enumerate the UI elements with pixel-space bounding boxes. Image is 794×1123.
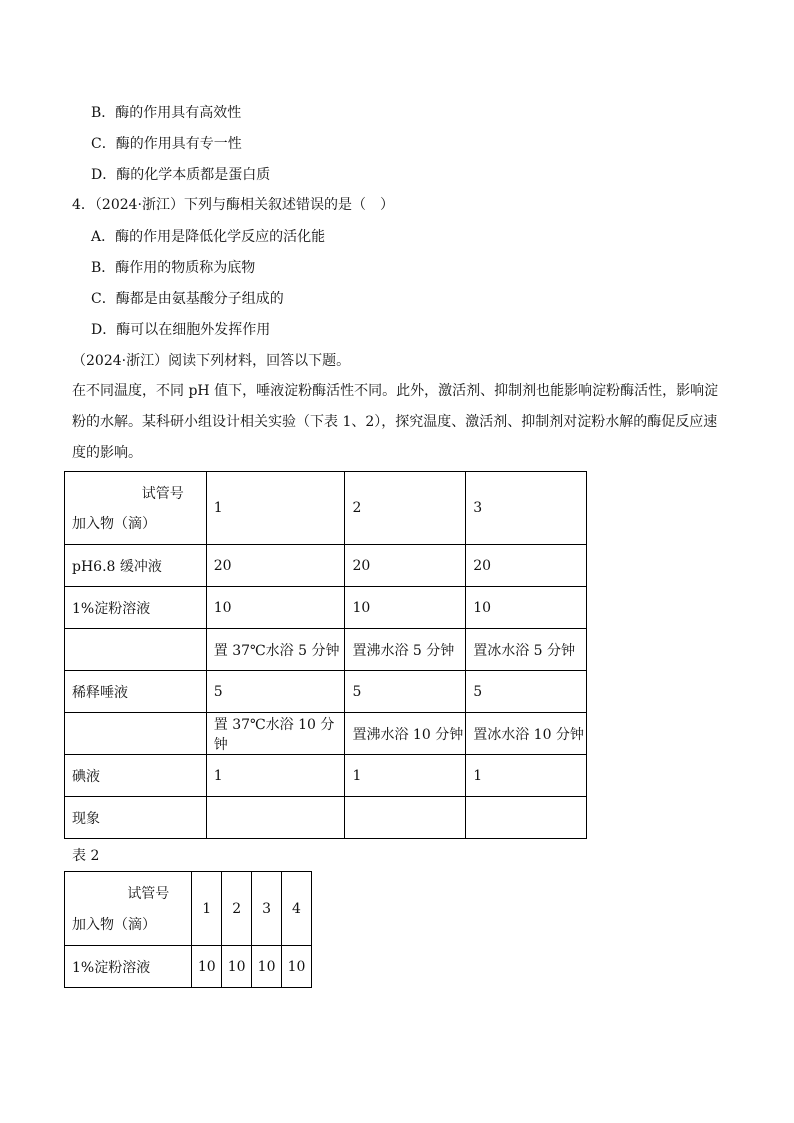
table-row xyxy=(65,545,587,587)
table-cell: 20 xyxy=(466,545,587,587)
table-1-corner-cell xyxy=(65,472,207,545)
table-2-corner-cell xyxy=(65,872,192,946)
table-2-header-tube: 试管号 xyxy=(127,886,170,902)
table-1-header-tube: 试管号 xyxy=(141,486,184,502)
row-label: 现象 xyxy=(65,797,207,839)
table-cell: 5 xyxy=(466,671,587,713)
table-cell: 10 xyxy=(252,946,282,988)
q3-option-c: C．酶的作用具有专一性 xyxy=(91,136,242,152)
q4-option-b: B．酶作用的物质称为底物 xyxy=(91,260,256,276)
table-cell: 10 xyxy=(222,946,252,988)
table-2-col-header: 4 xyxy=(282,872,312,946)
row-label xyxy=(65,713,207,755)
table-2-header-added: 加入物（滴） xyxy=(72,917,156,933)
table-cell: 置冰水浴 5 分钟 xyxy=(466,629,587,671)
table-row xyxy=(65,755,587,797)
q4-option-c: C．酶都是由氨基酸分子组成的 xyxy=(91,291,284,307)
q4-option-d: D．酶可以在细胞外发挥作用 xyxy=(91,322,271,338)
table-cell: 置沸水浴 10 分钟 xyxy=(345,713,466,755)
q3-option-d: D．酶的化学本质都是蛋白质 xyxy=(91,167,271,183)
q3-option-b: B．酶的作用具有高效性 xyxy=(91,105,242,121)
table-2-col-header: 1 xyxy=(192,872,222,946)
row-label: 稀释唾液 xyxy=(65,671,207,713)
table-cell: 置沸水浴 5 分钟 xyxy=(345,629,466,671)
table-2-header-row xyxy=(65,872,312,946)
table-1-col-header: 2 xyxy=(345,472,466,545)
table-row xyxy=(65,946,312,988)
table-1 xyxy=(64,471,587,839)
table-row xyxy=(65,587,587,629)
table-2-caption: 表 2 xyxy=(72,848,100,864)
row-label: 碘液 xyxy=(65,755,207,797)
table-cell xyxy=(345,797,466,839)
row-label: 1%淀粉溶液 xyxy=(65,587,207,629)
table-row xyxy=(65,713,587,755)
table-2-col-header: 2 xyxy=(222,872,252,946)
table-cell xyxy=(466,797,587,839)
material-intro: （2024·浙江）阅读下列材料，回答以下题。 xyxy=(72,353,351,369)
table-cell xyxy=(206,797,345,839)
q4-option-a: A．酶的作用是降低化学反应的活化能 xyxy=(91,229,326,245)
table-row xyxy=(65,671,587,713)
table-cell: 1 xyxy=(206,755,345,797)
row-label: 1%淀粉溶液 xyxy=(65,946,192,988)
table-cell: 10 xyxy=(345,587,466,629)
table-cell: 10 xyxy=(282,946,312,988)
table-2-col-header: 3 xyxy=(252,872,282,946)
row-label: pH6.8 缓冲液 xyxy=(65,545,207,587)
table-cell: 1 xyxy=(345,755,466,797)
table-cell: 置冰水浴 10 分钟 xyxy=(466,713,587,755)
table-cell: 1 xyxy=(466,755,587,797)
table-1-col-header: 3 xyxy=(466,472,587,545)
table-cell: 5 xyxy=(206,671,345,713)
row-label xyxy=(65,629,207,671)
table-cell: 置 37℃水浴 5 分钟 xyxy=(206,629,345,671)
table-1-header-added: 加入物（滴） xyxy=(72,516,156,532)
table-row xyxy=(65,629,587,671)
q4-stem: 4．（2024·浙江）下列与酶相关叙述错误的是（ ） xyxy=(72,197,394,213)
material-paragraph: 在不同温度，不同 pH 值下，唾液淀粉酶活性不同。此外，激活剂、抑制剂也能影响淀粉酶活性，影响淀粉的水解。某科研小组设计相关实验（下表 1、2），探究温度、激活剂、抑制剂对淀粉水解的酶促反应速度的影响。 xyxy=(72,383,719,461)
table-cell: 置 37℃水浴 10 分钟 xyxy=(206,713,345,755)
table-2 xyxy=(64,871,312,988)
table-1-col-header: 1 xyxy=(206,472,345,545)
table-cell: 5 xyxy=(345,671,466,713)
table-cell: 10 xyxy=(192,946,222,988)
table-cell: 10 xyxy=(466,587,587,629)
table-row xyxy=(65,797,587,839)
table-1-header-row xyxy=(65,472,587,545)
table-cell: 10 xyxy=(206,587,345,629)
table-cell: 20 xyxy=(345,545,466,587)
table-cell: 20 xyxy=(206,545,345,587)
